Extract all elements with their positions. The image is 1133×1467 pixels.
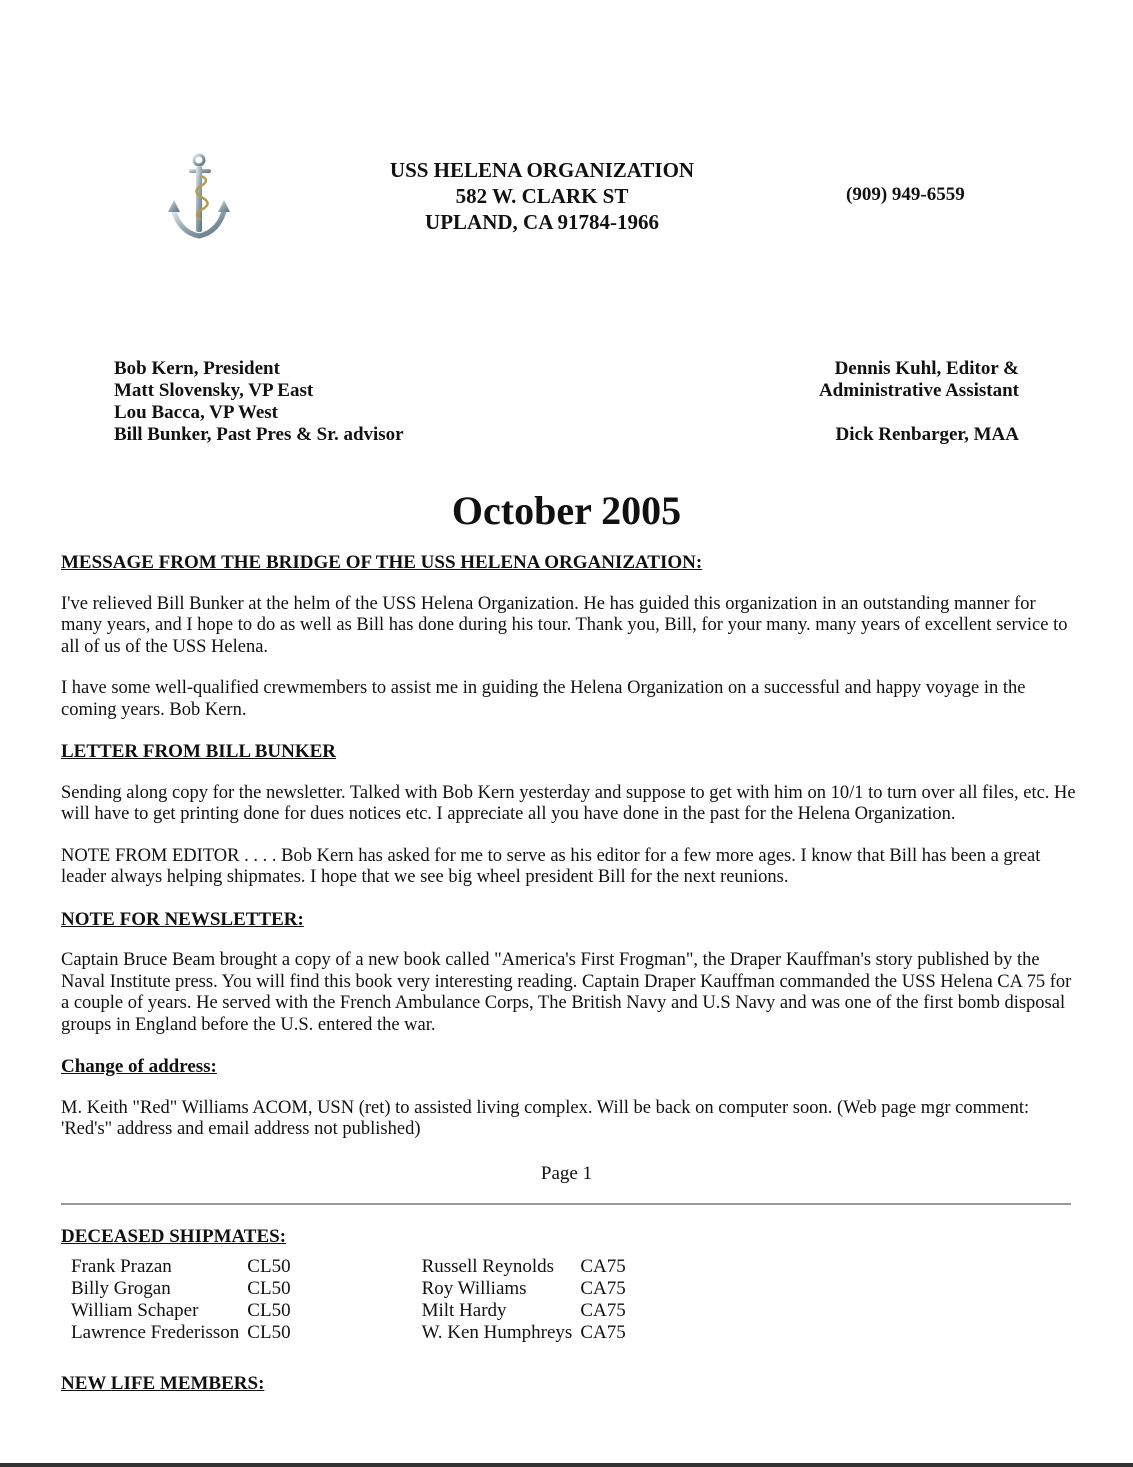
- officer: Administrative Assistant: [818, 380, 1019, 401]
- section-letter-from-bill-bunker: [61, 741, 1076, 889]
- organization-phone: (909) 949-6559: [846, 184, 965, 205]
- officers-left: [114, 358, 404, 446]
- shipmate-ship: CL50: [247, 1256, 291, 1277]
- section-heading: Change of address:: [61, 1056, 217, 1077]
- table-row: [67, 1300, 630, 1322]
- section-message-from-bridge: [61, 552, 1076, 721]
- shipmate-name: W. Ken Humphreys: [421, 1322, 573, 1343]
- officer: Bill Bunker, Past Pres & Sr. advisor: [114, 424, 404, 445]
- shipmate-ship: CA75: [580, 1322, 626, 1343]
- paragraph: I've relieved Bill Bunker at the helm of the USS Helena Organization. He has guided this organization in an outstanding manner for many years, and I hope to do as well as Bill has done during his tour. Thank you, Bill, for your many. many years of excellent service to all of us of the USS Helena.: [61, 593, 1068, 657]
- shipmate-name: Russell Reynolds: [421, 1256, 555, 1277]
- section-heading: NOTE FOR NEWSLETTER:: [61, 908, 304, 930]
- shipmate-ship: CL50: [247, 1278, 291, 1299]
- officer: Dick Renbarger, MAA: [835, 424, 1019, 445]
- section-change-of-address: [61, 1056, 1076, 1141]
- issue-title: October 2005: [451, 488, 682, 533]
- page-divider: [61, 1203, 1071, 1205]
- shipmate-ship: CA75: [580, 1278, 626, 1299]
- section-heading: DECEASED SHIPMATES:: [61, 1226, 287, 1247]
- organization-street: 582 W. CLARK ST: [455, 184, 629, 208]
- anchor-icon: [165, 152, 231, 242]
- newsletter-body: [61, 552, 1076, 1161]
- officer: Lou Bacca, VP West: [114, 402, 278, 423]
- shipmate-name: Frank Prazan: [71, 1256, 172, 1277]
- new-life-members-heading: NEW LIFE MEMBERS:: [61, 1373, 265, 1394]
- table-row: [67, 1256, 630, 1278]
- page-number: Page 1: [540, 1163, 593, 1184]
- shipmate-name: Billy Grogan: [71, 1278, 171, 1299]
- paragraph: Captain Bruce Beam brought a copy of a new book called "America's First Frogman", the Draper Kauffman's story published by the Naval Institute press. You will find this book very interesting reading. Captain Draper Kauffman commanded the USS Helena CA 75 for a couple of years. He served with the French Ambulance Corps, The British Navy and U.S Navy and was one of the first bomb disposal groups in England before the U.S. entered the war.: [61, 950, 1072, 1035]
- shipmate-ship: CL50: [247, 1300, 291, 1321]
- shipmate-name: William Schaper: [71, 1300, 199, 1321]
- shipmate-name: Milt Hardy: [421, 1300, 507, 1321]
- officer: Dennis Kuhl, Editor &: [834, 358, 1019, 379]
- shipmate-ship: CL50: [247, 1322, 291, 1343]
- organization-city: UPLAND, CA 91784-1966: [425, 210, 659, 234]
- officers-right: [819, 358, 1019, 446]
- section-note-for-newsletter: [61, 909, 1076, 1037]
- organization-name: USS HELENA ORGANIZATION: [389, 158, 695, 182]
- paragraph: I have some well-qualified crewmembers to assist me in guiding the Helena Organization on a successful and happy voyage in the coming years. Bob Kern.: [61, 678, 1026, 720]
- section-heading: LETTER FROM BILL BUNKER: [61, 741, 337, 762]
- organization-header: [300, 157, 784, 235]
- section-heading: MESSAGE FROM THE BRIDGE OF THE USS HELENA ORGANIZATION:: [61, 552, 703, 573]
- table-row: [67, 1278, 630, 1300]
- page-bottom-border: [0, 1463, 1133, 1467]
- paragraph: Sending along copy for the newsletter. Talked with Bob Kern yesterday and suppose to get with him on 10/1 to turn over all files, etc. He will have to get printing done for dues notices etc. I appreciate all you have done in the past for the Helena Organization.: [61, 782, 1076, 824]
- deceased-table: [67, 1256, 630, 1344]
- shipmate-ship: CA75: [580, 1256, 626, 1277]
- shipmate-name: Lawrence Frederisson: [71, 1322, 240, 1343]
- paragraph: NOTE FROM EDITOR . . . . Bob Kern has asked for me to serve as his editor for a few more ages. I know that Bill has been a great leader always helping shipmates. I hope that we see big wheel president Bill for the next reunions.: [61, 845, 1041, 887]
- shipmate-name: Roy Williams: [421, 1278, 527, 1299]
- deceased-shipmates: [61, 1226, 630, 1344]
- shipmate-ship: CA75: [580, 1300, 626, 1321]
- table-row: [67, 1322, 630, 1344]
- officer-spacer: [819, 402, 1019, 424]
- officer: Bob Kern, President: [114, 358, 280, 379]
- officer: Matt Slovensky, VP East: [114, 380, 314, 401]
- paragraph: M. Keith "Red" Williams ACOM, USN (ret) to assisted living complex. Will be back on computer soon. (Web page mgr comment: 'Red's" address and email address not published): [61, 1097, 1030, 1139]
